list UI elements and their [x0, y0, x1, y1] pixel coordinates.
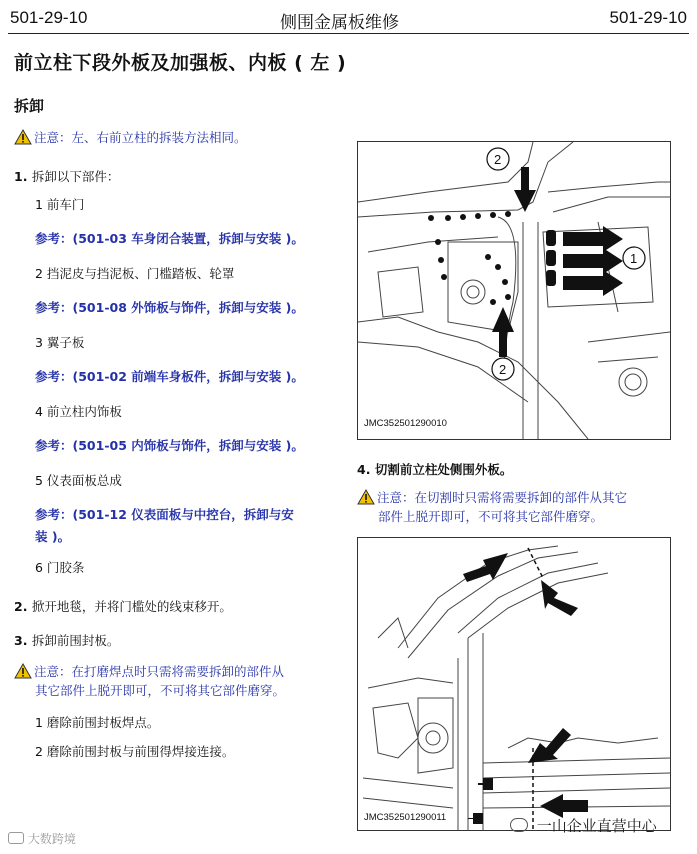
ref-prefix: 参考： [35, 231, 73, 246]
header-center-title: 侧围金属板维修 [280, 13, 399, 32]
camera-icon [8, 832, 24, 844]
note-grinding [14, 662, 284, 681]
ref-text: (501-12 仪表面板与中控台，拆卸与安 [72, 507, 294, 522]
note-text: 在切割时只需将需要拆卸的部件从其它 [414, 490, 628, 505]
header-right-code: 501-29-10 [609, 8, 687, 27]
step-number: 4. [357, 462, 371, 477]
callout-label: 2 [494, 152, 502, 167]
note-grinding-cont: 其它部件上脱开即可，不可将其它部件磨穿。 [35, 683, 286, 698]
figure-1-drawing [358, 142, 670, 439]
step-number: 3. [14, 633, 28, 648]
page-title: 前立柱下段外板及加强板、内板 ( 左 ) [14, 52, 347, 74]
note-prefix: 注意： [377, 490, 415, 505]
list-item: 6 门胶条 [35, 560, 85, 575]
list-item: 3 翼子板 [35, 335, 85, 350]
ref-prefix: 参考： [35, 369, 73, 384]
note-general [14, 128, 247, 147]
note-cutting [357, 488, 627, 507]
wechat-icon [510, 818, 528, 832]
list-item: 1 磨除前围封板焊点。 [35, 715, 160, 730]
callout-label: 1 [630, 251, 638, 266]
note-prefix: 注意： [34, 130, 72, 145]
list-item: 2 挡泥皮与挡泥板、门槛踏板、轮罩 [35, 266, 235, 281]
ref-prefix: 参考： [35, 438, 73, 453]
callout-label: 2 [499, 362, 507, 377]
watermark-right [510, 815, 657, 836]
list-item: 1 前车门 [35, 197, 85, 212]
step-3 [14, 631, 119, 649]
section-title: 拆卸 [14, 97, 45, 115]
reference-link[interactable] [35, 367, 304, 386]
list-item: 4 前立柱内饰板 [35, 404, 122, 419]
step-text: 掀开地毯，并将门槛处的线束移开。 [31, 599, 232, 614]
note-prefix: 注意： [34, 664, 72, 679]
step-1 [14, 167, 119, 185]
watermark-text: 大数跨境 [27, 832, 76, 846]
figure-2-drawing [358, 538, 670, 830]
list-item: 2 磨除前围封板与前围得焊接连接。 [35, 744, 235, 759]
warning-icon [14, 663, 32, 679]
reference-link[interactable] [35, 505, 294, 524]
warning-icon [357, 489, 375, 505]
watermark-left [8, 830, 76, 847]
header-left-code: 501-29-10 [10, 8, 88, 27]
reference-link[interactable] [35, 298, 304, 317]
figure-caption: JMC352501290010 [364, 418, 447, 429]
figure-caption: JMC352501290011 [364, 812, 447, 823]
header-divider [8, 33, 689, 34]
warning-icon [14, 129, 32, 145]
ref-text: (501-03 车身闭合装置，拆卸与安装 )。 [72, 231, 304, 246]
step-text: 切割前立柱处侧围外板。 [374, 462, 513, 477]
step-number: 2. [14, 599, 28, 614]
list-item: 5 仪表面板总成 [35, 473, 122, 488]
step-text: 拆卸以下部件： [31, 169, 120, 184]
note-text: 在打磨焊点时只需将需要拆卸的部件从 [71, 664, 285, 679]
note-cutting-cont: 部件上脱开即可，不可将其它部件磨穿。 [378, 509, 604, 524]
step-4 [357, 460, 512, 478]
reference-link-cont[interactable]: 装 )。 [35, 529, 71, 544]
step-number: 1. [14, 169, 28, 184]
figure-2 [357, 537, 671, 831]
ref-prefix: 参考： [35, 300, 73, 315]
ref-prefix: 参考： [35, 507, 73, 522]
figure-1 [357, 141, 671, 440]
ref-text: (501-05 内饰板与饰件，拆卸与安装 )。 [72, 438, 304, 453]
reference-link[interactable] [35, 229, 304, 248]
watermark-text: 一山企业直营中心 [536, 817, 657, 835]
ref-text: (501-02 前端车身板件，拆卸与安装 )。 [72, 369, 304, 384]
note-text: 左、右前立柱的拆装方法相同。 [71, 130, 247, 145]
reference-link[interactable] [35, 436, 304, 455]
step-text: 拆卸前围封板。 [31, 633, 120, 648]
ref-text: (501-08 外饰板与饰件，拆卸与安装 )。 [72, 300, 304, 315]
step-2 [14, 597, 232, 615]
